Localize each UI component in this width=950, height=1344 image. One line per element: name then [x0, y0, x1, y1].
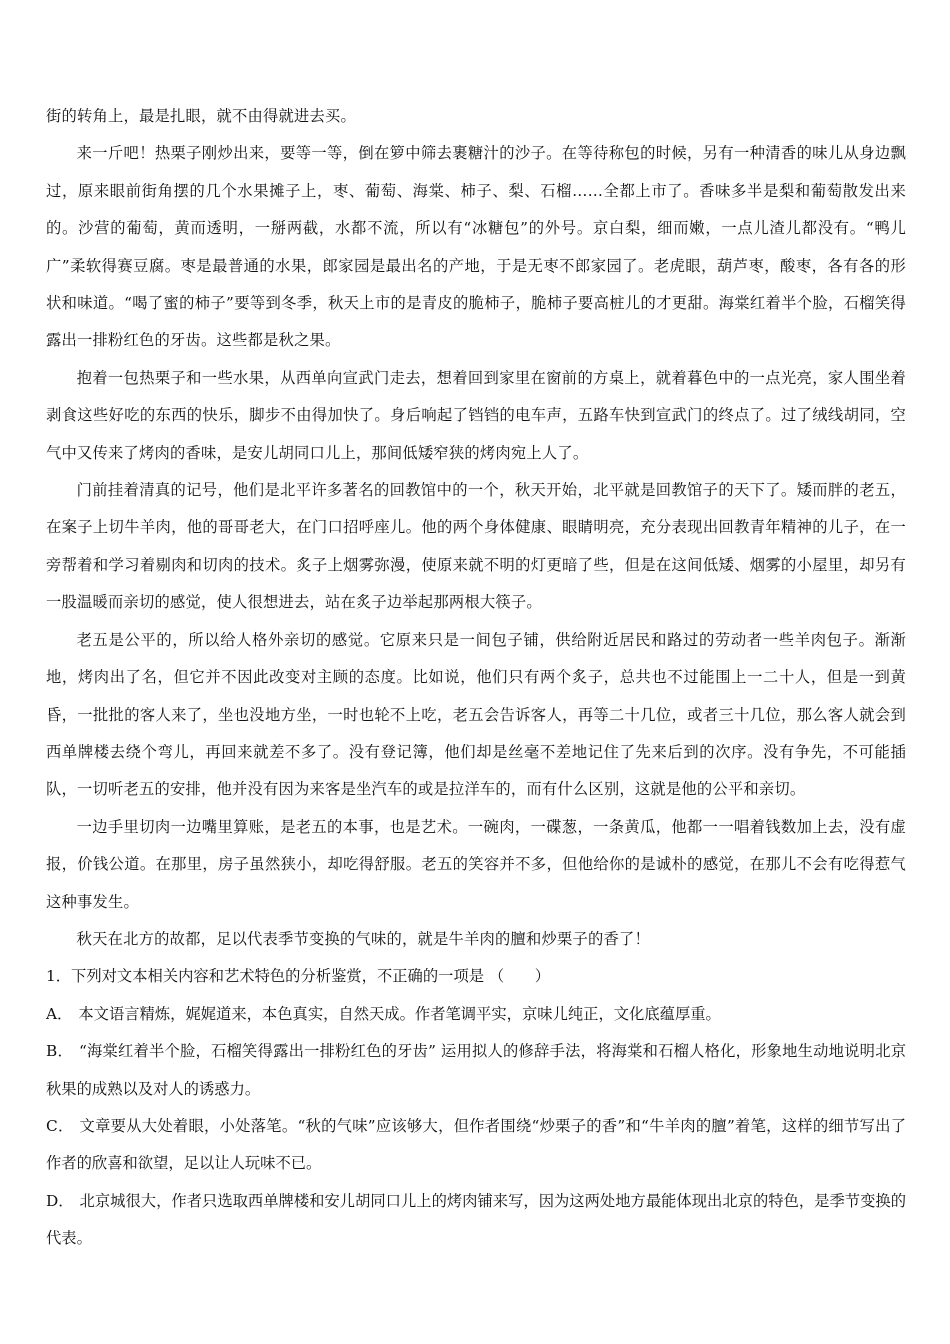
option-c-letter: C． — [46, 1116, 74, 1135]
option-b — [46, 1033, 906, 1108]
option-b-letter: B． — [46, 1042, 73, 1061]
option-a-text: 本文语言精炼，娓娓道来，本色真实，自然天成。作者笔调平实，京味儿纯正，文化底蕴厚重。 — [78, 1004, 721, 1023]
document-page — [46, 98, 906, 1258]
option-d-letter: D． — [46, 1191, 74, 1210]
passage-paragraph-5: 老五是公平的，所以给人格外亲切的感觉。它原来只是一间包子铺，供给附近居民和路过的劳动者一些羊肉包子。渐渐地，烤肉出了名，但它并不因此改变对主顾的态度。比如说，他们只有两个炙子，总共也不过能围上一二十人，但是一到黄昏，一批批的客人来了，坐也没地方坐，一时也轮不上吃，老五会告诉客人，再等二十几位，或者三十几位，那么客人就会到西单牌楼去绕个弯儿，再回来就差不多了。没有登记簿，他们却是丝毫不差地记住了先来后到的次序。没有争先，不可能插队，一切听老五的安排，他并没有因为来客是坐汽车的或是拉洋车的，而有什么区别，这就是他的公平和亲切。 — [46, 630, 906, 799]
passage-paragraph-6: 一边手里切肉一边嘴里算账，是老五的本事，也是艺术。一碗肉，一碟葱，一条黄瓜，他都一一唱着钱数加上去，没有虚报，价钱公道。在那里，房子虽然狭小，却吃得舒服。老五的笑容并不多，但他给你的是诚朴的感觉，在那儿不会有吃得惹气这种事发生。 — [46, 817, 906, 911]
option-a — [46, 996, 906, 1033]
passage — [46, 98, 906, 958]
option-c — [46, 1108, 906, 1183]
option-d — [46, 1183, 906, 1258]
passage-paragraph-1: 街的转角上，最是扎眼，就不由得就进去买。 — [46, 107, 356, 125]
option-b-text: “海棠红着半个脸，石榴笑得露出一排粉红色的牙齿” 运用拟人的修辞手法，将海棠和石榴人格化，形象地生动地说明北京秋果的成熟以及对人的诱惑力。 — [46, 1042, 906, 1098]
passage-paragraph-2: 来一斤吧！热栗子刚炒出来，要等一等，倒在箩中筛去裹糖汁的沙子。在等待称包的时候，另有一种清香的味儿从身边飘过，原来眼前街角摆的几个水果摊子上，枣、葡萄、海棠、柿子、梨、石榴……全都上市了。香味多半是梨和葡萄散发出来的。沙营的葡萄，黄而透明，一掰两截，水都不流，所以有“冰糖包”的外号。京白梨，细而嫩，一点儿渣儿都没有。“鸭儿广”柔软得赛豆腐。枣是最普通的水果，郎家园是最出名的产地，于是无枣不郎家园了。老虎眼，葫芦枣，酸枣，各有各的形状和味道。“喝了蜜的柿子”要等到冬季，秋天上市的是青皮的脆柿子，脆柿子要高桩儿的才更甜。海棠红着半个脸，石榴笑得露出一排粉红色的牙齿。这些都是秋之果。 — [46, 144, 906, 350]
option-d-text: 北京城很大，作者只选取西单牌楼和安儿胡同口儿上的烤肉铺来写，因为这两处地方最能体现出北京的特色，是季节变换的代表。 — [46, 1191, 906, 1248]
option-c-text: 文章要从大处着眼，小处落笔。“秋的气味”应该够大，但作者围绕“炒栗子的香”和“牛羊肉的膻”着笔，这样的细节写出了作者的欣喜和欲望，足以让人玩味不已。 — [46, 1116, 906, 1173]
passage-paragraph-3: 抱着一包热栗子和一些水果，从西单向宣武门走去，想着回到家里在窗前的方桌上，就着暮色中的一点光亮，家人围坐着剥食这些好吃的东西的快乐，脚步不由得加快了。身后响起了铛铛的电车声，五路车快到宣武门的终点了。过了绒线胡同，空气中又传来了烤肉的香味，是安儿胡同口儿上，那间低矮窄狭的烤肉宛上人了。 — [46, 368, 906, 462]
passage-paragraph-7: 秋天在北方的故都，足以代表季节变换的气味的，就是牛羊肉的膻和炒栗子的香了！ — [76, 929, 650, 948]
question-stem: 1．下列对文本相关内容和艺术特色的分析鉴赏，不正确的一项是 （ ） — [46, 967, 551, 986]
option-a-letter: A． — [46, 1004, 73, 1023]
passage-paragraph-4: 门前挂着清真的记号，他们是北平许多著名的回教馆中的一个，秋天开始，北平就是回教馆子的天下了。矮而胖的老五，在案子上切牛羊肉，他的哥哥老大，在门口招呼座儿。他的两个身体健康、眼睛明亮，充分表现出回教青年精神的儿子，在一旁帮着和学习着剔肉和切肉的技术。炙子上烟雾弥漫，使原来就不明的灯更暗了些，但是在这间低矮、烟雾的小屋里，却另有一股温暖而亲切的感觉，使人很想进去，站在炙子边举起那两根大筷子。 — [46, 481, 906, 612]
question-1 — [46, 958, 906, 1257]
